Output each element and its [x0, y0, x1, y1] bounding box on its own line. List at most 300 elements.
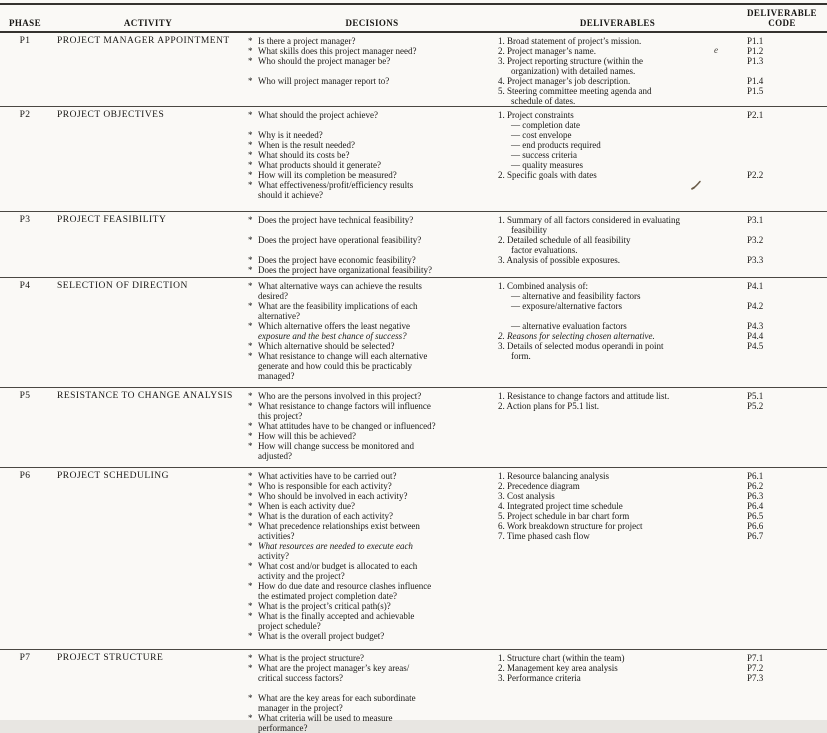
deliverable-item [498, 531, 827, 541]
table-row-p2 [0, 107, 827, 212]
decision-text [258, 170, 498, 180]
deliverable-code: P4.1 [747, 281, 764, 291]
bullet-asterisk-icon: * [248, 150, 253, 160]
decision-item [246, 631, 498, 641]
deliverable-text [498, 76, 737, 86]
decision-text [258, 321, 498, 341]
table-row-p3 [0, 212, 827, 278]
decision-line: the estimated project completion date? [258, 591, 397, 601]
decision-text [258, 160, 498, 170]
deliverable-text [498, 301, 737, 311]
decision-item [246, 441, 498, 461]
table-row-p4 [0, 278, 827, 388]
deliverable-line: schedule of dates. [511, 96, 576, 106]
deliverable-line: 1. Broad statement of project’s mission. [498, 36, 642, 46]
activity-label: PROJECT MANAGER APPOINTMENT [57, 36, 230, 46]
decision-line: What products should it generate? [258, 160, 381, 170]
deliverable-text [498, 120, 737, 130]
deliverable-text [498, 481, 737, 491]
decision-text [258, 391, 498, 401]
bullet-asterisk-icon: * [248, 421, 253, 431]
decision-line: What effectiveness/profit/efficiency results [258, 180, 414, 190]
table-body [0, 33, 827, 733]
decision-item [246, 391, 498, 401]
deliverable-text [498, 391, 737, 401]
deliverable-item [498, 673, 827, 683]
deliverable-line: 4. Integrated project time schedule [498, 501, 623, 511]
bullet-asterisk-icon: * [248, 471, 253, 481]
decision-line: should it achieve? [258, 190, 323, 200]
deliverable-item [498, 281, 827, 291]
column-header-deliverable-code-line2: CODE [768, 17, 796, 28]
deliverable-text [498, 401, 737, 411]
deliverable-text [498, 215, 737, 235]
deliverable-text [498, 255, 737, 265]
bullet-asterisk-icon: * [248, 561, 253, 571]
column-header-deliverable-code [737, 9, 827, 28]
bullet-asterisk-icon: * [248, 160, 253, 170]
decision-item [246, 653, 498, 663]
deliverable-code: P6.7 [747, 531, 764, 541]
deliverable-text [498, 160, 737, 170]
deliverable-item [498, 120, 827, 130]
bullet-asterisk-icon: * [248, 521, 253, 531]
bullet-asterisk-icon: * [248, 235, 253, 245]
decision-text [258, 431, 498, 441]
bullet-asterisk-icon: * [248, 265, 253, 275]
decision-line: Does the project have organizational feasibility? [258, 265, 433, 275]
deliverable-item [498, 341, 827, 361]
deliverable-item [498, 150, 827, 160]
decision-line: What attitudes have to be changed or influenced? [258, 421, 436, 431]
bullet-asterisk-icon: * [248, 713, 253, 723]
decision-line: How will this be achieved? [258, 431, 356, 441]
deliverable-item [498, 391, 827, 401]
decision-text [258, 491, 498, 501]
deliverable-code: P6.3 [747, 491, 764, 501]
decision-text [258, 441, 498, 461]
decision-line: What alternative ways can achieve the results [258, 281, 422, 291]
deliverable-line: 2. Detailed schedule of all feasibility [498, 235, 631, 245]
deliverable-line: — success criteria [511, 150, 577, 160]
deliverable-text [498, 663, 737, 673]
decision-line: Is there a project manager? [258, 36, 356, 46]
deliverable-text [498, 46, 737, 56]
deliverable-line: — alternative evaluation factors [511, 321, 627, 331]
deliverable-code: P3.3 [747, 255, 764, 265]
decision-line: adjusted? [258, 451, 292, 461]
decision-text [258, 653, 498, 663]
decision-line: What activities have to be carried out? [258, 471, 397, 481]
deliverable-line: form. [511, 351, 531, 361]
deliverable-line: 3. Performance criteria [498, 673, 581, 683]
decision-line: managed? [258, 371, 295, 381]
deliverable-line: factor evaluations. [511, 245, 578, 255]
deliverable-item [498, 86, 827, 106]
deliverable-code: P6.1 [747, 471, 764, 481]
deliverable-code: P1.3 [747, 56, 764, 66]
deliverable-text [498, 673, 737, 683]
decision-item [246, 281, 498, 301]
deliverable-text [498, 501, 737, 511]
deliverable-line: 2. Reasons for selecting chosen alternative. [498, 331, 655, 341]
decision-line: What is the duration of each activity? [258, 511, 393, 521]
decision-text [258, 36, 498, 46]
deliverable-text [498, 653, 737, 663]
decision-item [246, 601, 498, 611]
decision-item [246, 501, 498, 511]
deliverable-text [498, 511, 737, 521]
deliverables-list [498, 471, 827, 649]
decision-item [246, 36, 498, 46]
decision-line: generate and how could this be practicably [258, 361, 412, 371]
bullet-asterisk-icon: * [248, 56, 253, 66]
deliverable-item [498, 511, 827, 521]
decision-line: What should the project achieve? [258, 110, 378, 120]
decision-line: Who are the persons involved in this project? [258, 391, 422, 401]
decision-text [258, 235, 498, 245]
deliverable-item [498, 471, 827, 481]
decision-text [258, 541, 498, 561]
deliverable-text [498, 331, 737, 341]
deliverable-item [498, 110, 827, 120]
deliverable-line: — alternative and feasibility factors [511, 291, 641, 301]
decision-line: When is the result needed? [258, 140, 355, 150]
bullet-asterisk-icon: * [248, 581, 253, 591]
deliverable-code: P1.1 [747, 36, 764, 46]
decision-line: What is the project’s critical path(s)? [258, 601, 391, 611]
deliverable-code: P1.4 [747, 76, 764, 86]
decision-item [246, 421, 498, 431]
activity-label: PROJECT STRUCTURE [57, 653, 164, 663]
decision-item [246, 521, 498, 541]
deliverable-item [498, 501, 827, 511]
decision-text [258, 265, 498, 275]
decision-text [258, 471, 498, 481]
deliverable-text [498, 521, 737, 531]
bullet-asterisk-icon: * [248, 501, 253, 511]
bullet-asterisk-icon: * [248, 693, 253, 703]
decision-text [258, 351, 498, 381]
deliverable-line: feasibility [511, 225, 547, 235]
deliverable-item [498, 215, 827, 235]
table-row-p1 [0, 33, 827, 107]
handwritten-tick-icon [691, 178, 703, 190]
bullet-asterisk-icon: * [248, 140, 253, 150]
bullet-asterisk-icon: * [248, 281, 253, 291]
decision-text [258, 581, 498, 601]
phase-cell-p4: P4 [19, 281, 31, 291]
deliverable-item [498, 401, 827, 411]
bullet-asterisk-icon: * [248, 170, 253, 180]
decision-item [246, 471, 498, 481]
decision-line: Does the project have economic feasibility? [258, 255, 416, 265]
deliverable-line: 5. Project schedule in bar chart form [498, 511, 630, 521]
deliverable-code: P7.2 [747, 663, 764, 673]
deliverable-item [498, 140, 827, 150]
decision-line: exposure and the best chance of success? [258, 331, 407, 341]
decision-item [246, 130, 498, 140]
deliverable-code: P4.2 [747, 301, 764, 311]
deliverable-code: P2.1 [747, 110, 764, 120]
deliverable-text [498, 321, 737, 331]
deliverable-item [498, 56, 827, 76]
decision-text [258, 281, 498, 301]
decision-text [258, 76, 498, 86]
decision-text [258, 140, 498, 150]
decision-line: project schedule? [258, 621, 321, 631]
decision-line: When is each activity due? [258, 501, 355, 511]
decision-line: Which alternative offers the least negative [258, 321, 411, 331]
deliverable-text [498, 235, 737, 255]
deliverable-code: P6.4 [747, 501, 764, 511]
decision-line: Who will project manager report to? [258, 76, 390, 86]
decision-line: Who should the project manager be? [258, 56, 391, 66]
activity-label: PROJECT FEASIBILITY [57, 215, 167, 225]
deliverable-text [498, 86, 737, 106]
phase-cell-p5: P5 [19, 391, 31, 401]
deliverable-line: 2. Precedence diagram [498, 481, 580, 491]
decision-item [246, 561, 498, 581]
deliverable-line: 3. Analysis of possible exposures. [498, 255, 620, 265]
table-row-p6 [0, 468, 827, 650]
bullet-asterisk-icon: * [248, 180, 253, 190]
scan-artifact-stray-char: e [714, 45, 718, 55]
decision-line: What resources are needed to execute each [258, 541, 413, 551]
decisions-list [246, 110, 498, 211]
decision-line: Why is it needed? [258, 130, 323, 140]
decision-text [258, 301, 498, 321]
decision-line: activity? [258, 551, 289, 561]
deliverable-item [498, 291, 827, 301]
bullet-asterisk-icon: * [248, 391, 253, 401]
column-header-phase: PHASE [8, 17, 41, 28]
decision-text [258, 511, 498, 521]
deliverable-line: — quality measures [511, 160, 583, 170]
deliverable-item [498, 36, 827, 46]
deliverable-item [498, 481, 827, 491]
deliverable-line: 1. Summary of all factors considered in evaluating [498, 215, 680, 225]
deliverable-item [498, 160, 827, 170]
deliverable-code: P4.3 [747, 321, 764, 331]
deliverable-text [498, 36, 737, 46]
deliverable-line: 3. Project reporting structure (within the [498, 56, 643, 66]
bullet-asterisk-icon: * [248, 321, 253, 331]
deliverable-text [498, 341, 737, 361]
decision-text [258, 401, 498, 421]
decision-item [246, 215, 498, 225]
decision-item [246, 491, 498, 501]
decision-item [246, 713, 498, 733]
deliverable-line: 1. Combined analysis of: [498, 281, 588, 291]
deliverable-item [498, 301, 827, 311]
bullet-asterisk-icon: * [248, 541, 253, 551]
decision-item [246, 431, 498, 441]
decision-item [246, 663, 498, 683]
deliverable-line: 2. Specific goals with dates [498, 170, 597, 180]
decision-line: What are the project manager’s key areas/ [258, 663, 410, 673]
decision-item [246, 341, 498, 351]
deliverable-line: 7. Time phased cash flow [498, 531, 590, 541]
deliverables-list [498, 281, 827, 387]
decision-line: critical success factors? [258, 673, 343, 683]
deliverable-code: P1.2 [747, 46, 764, 56]
decision-line: How will its completion be measured? [258, 170, 397, 180]
deliverable-item [498, 331, 827, 341]
bullet-asterisk-icon: * [248, 653, 253, 663]
bullet-asterisk-icon: * [248, 663, 253, 673]
decision-text [258, 130, 498, 140]
decision-item [246, 76, 498, 86]
deliverable-line: 2. Management key area analysis [498, 663, 618, 673]
deliverables-list [498, 391, 827, 467]
decisions-list [246, 391, 498, 467]
decision-item [246, 301, 498, 321]
phase-cell-p2: P2 [19, 110, 31, 120]
decision-line: alternative? [258, 311, 300, 321]
deliverable-line: 2. Project manager’s name. [498, 46, 597, 56]
deliverable-line: — exposure/alternative factors [511, 301, 622, 311]
decision-text [258, 180, 498, 200]
decision-item [246, 140, 498, 150]
decision-text [258, 611, 498, 631]
deliverable-text [498, 281, 737, 291]
decision-line: What criteria will be used to measure [258, 713, 393, 723]
bullet-asterisk-icon: * [248, 255, 253, 265]
deliverable-line: 1. Resource balancing analysis [498, 471, 609, 481]
deliverable-line: 4. Project manager’s job description. [498, 76, 631, 86]
decision-line: Which alternative should be selected? [258, 341, 395, 351]
bullet-asterisk-icon: * [248, 36, 253, 46]
deliverable-line: 1. Structure chart (within the team) [498, 653, 625, 663]
deliverable-code: P1.5 [747, 86, 764, 96]
deliverable-line: — end products required [511, 140, 601, 150]
decision-text [258, 215, 498, 225]
bullet-asterisk-icon: * [248, 110, 253, 120]
decision-line: What is the project structure? [258, 653, 364, 663]
deliverable-line: — completion date [511, 120, 580, 130]
activity-label: SELECTION OF DIRECTION [57, 281, 188, 291]
deliverable-item [498, 46, 827, 56]
deliverables-list [498, 110, 827, 211]
bullet-asterisk-icon: * [248, 601, 253, 611]
deliverable-code: P2.2 [747, 170, 764, 180]
decision-line: this project? [258, 411, 303, 421]
decision-item [246, 611, 498, 631]
deliverable-code: P4.5 [747, 341, 764, 351]
deliverable-code: P5.2 [747, 401, 764, 411]
decisions-list [246, 215, 498, 277]
deliverable-item [498, 255, 827, 265]
decision-line: What cost and/or budget is allocated to each [258, 561, 418, 571]
decision-text [258, 110, 498, 120]
deliverable-text [498, 491, 737, 501]
bullet-asterisk-icon: * [248, 76, 253, 86]
decision-text [258, 481, 498, 491]
deliverable-line: 6. Work breakdown structure for project [498, 521, 643, 531]
decision-line: desired? [258, 291, 288, 301]
deliverable-item [498, 653, 827, 663]
deliverable-text [498, 291, 737, 301]
decision-line: What is the overall project budget? [258, 631, 385, 641]
phase-cell-p7: P7 [19, 653, 31, 663]
decision-item [246, 180, 498, 200]
deliverables-list [498, 215, 827, 277]
activity-label: PROJECT SCHEDULING [57, 471, 170, 481]
decision-text [258, 255, 498, 265]
decision-line: What is the finally accepted and achievable [258, 611, 415, 621]
decision-text [258, 341, 498, 351]
activity-label: PROJECT OBJECTIVES [57, 110, 165, 120]
decision-line: Does the project have technical feasibility? [258, 215, 414, 225]
bullet-asterisk-icon: * [248, 511, 253, 521]
decision-line: What precedence relationships exist between [258, 521, 420, 531]
deliverable-item [498, 170, 827, 180]
bullet-asterisk-icon: * [248, 130, 253, 140]
decision-text [258, 713, 498, 733]
decision-line: performance? [258, 723, 308, 733]
decision-text [258, 501, 498, 511]
deliverable-text [498, 531, 737, 541]
decision-item [246, 401, 498, 421]
decision-line: What resistance to change will each alternative [258, 351, 428, 361]
deliverable-line: 3. Cost analysis [498, 491, 555, 501]
decision-item [246, 160, 498, 170]
deliverable-code: P6.2 [747, 481, 764, 491]
bullet-asterisk-icon: * [248, 431, 253, 441]
decision-item [246, 481, 498, 491]
decision-line: Who should be involved in each activity? [258, 491, 408, 501]
phase-cell-p3: P3 [19, 215, 31, 225]
bullet-asterisk-icon: * [248, 351, 253, 361]
decisions-list [246, 471, 498, 649]
deliverable-item [498, 521, 827, 531]
bullet-asterisk-icon: * [248, 301, 253, 311]
deliverable-item [498, 235, 827, 255]
decision-text [258, 56, 498, 66]
decision-item [246, 265, 498, 275]
decision-item [246, 581, 498, 601]
bullet-asterisk-icon: * [248, 631, 253, 641]
decision-line: Does the project have operational feasibility? [258, 235, 422, 245]
decision-item [246, 351, 498, 381]
decision-line: manager in the project? [258, 703, 343, 713]
decision-text [258, 693, 498, 713]
decision-item [246, 541, 498, 561]
deliverable-code: P6.6 [747, 521, 764, 531]
phase-cell-p1: P1 [19, 36, 31, 46]
decisions-list [246, 281, 498, 387]
decisions-list [246, 36, 498, 106]
column-header-activity: ACTIVITY [123, 17, 173, 28]
deliverable-line: 2. Action plans for P5.1 list. [498, 401, 599, 411]
decision-item [246, 693, 498, 713]
deliverable-item [498, 130, 827, 140]
decision-text [258, 421, 498, 431]
deliverable-code: P7.3 [747, 673, 764, 683]
decision-line: What are the key areas for each subordinate [258, 693, 416, 703]
deliverable-text [498, 140, 737, 150]
decision-line: How do due date and resource clashes influence [258, 581, 432, 591]
decision-line: What should its costs be? [258, 150, 350, 160]
decision-item [246, 110, 498, 120]
decisions-list [246, 653, 498, 733]
bullet-asterisk-icon: * [248, 481, 253, 491]
deliverable-text [498, 130, 737, 140]
column-header-decisions: DECISIONS [345, 17, 399, 28]
deliverable-item [498, 321, 827, 331]
phase-decision-table [0, 3, 827, 733]
